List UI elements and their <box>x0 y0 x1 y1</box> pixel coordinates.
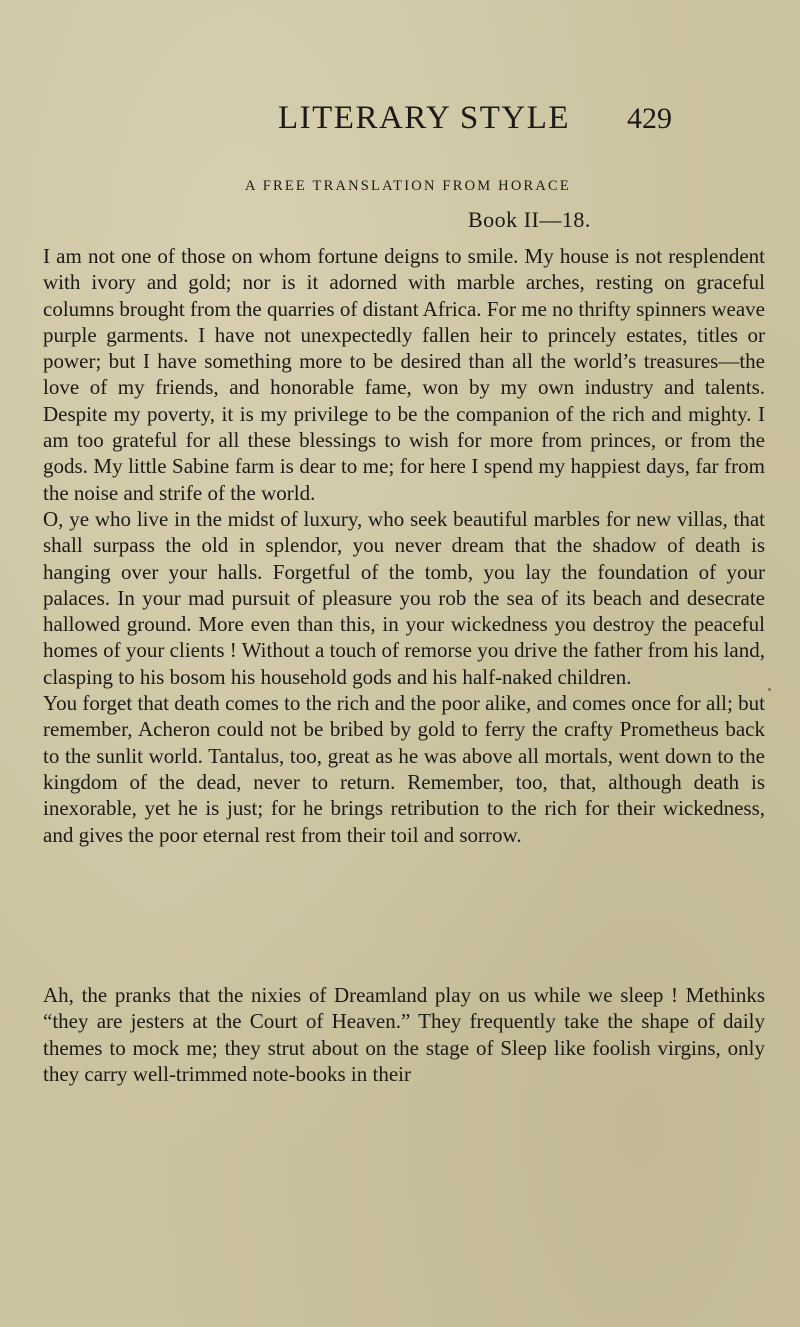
paragraph-3: You forget that death comes to the rich and the poor alike, and comes once for all; but remember, Acheron could not be bribed by gold to ferry the crafty Prometheus back to the sunlit world. Tantalus, too, great as he was above all mortals, went down to the kingdom of the dead, never to return. Remember, too, that, although death is inexorable, yet he is just; for he brings retribution to the rich for their wickedness, and gives the poor eternal rest from their toil and sorrow. <box>43 691 765 847</box>
book-reference <box>468 207 591 233</box>
book-word: Book <box>468 207 518 232</box>
book-number: II—18. <box>523 207 591 232</box>
dreamland-text <box>43 982 765 1087</box>
section-heading: A FREE TRANSLATION FROM HORACE <box>245 178 571 194</box>
paragraph-1: I am not one of those on whom fortune deigns to smile. My house is not resplendent with ivory and gold; nor is it adorned with marble arches, resting on graceful columns brought from the quarries of distant Africa. For me no thrifty spinners weave purple garments. I have not unexpectedly fallen heir to princely estates, titles or power; but I have something more to be desired than all the world’s treasures—the love of my friends, and honorable fame, won by my own industry and talents. Despite my poverty, it is my privilege to be the companion of the rich and mighty. I am too grateful for all these blessings to wish for more from princes, or from the gods. My little Sabine farm is dear to me; for here I spend my happiest days, far from the noise and strife of the world. <box>43 244 765 505</box>
paragraph-2: O, ye who live in the midst of luxury, who seek beautiful marbles for new villas, that shall surpass the old in splendor, you never dream that the shadow of death is hanging over your halls. Forgetful of the tomb, you lay the foundation of your palaces. In your mad pursuit of pleasure you rob the sea of its beach and desecrate hallowed ground. More even than this, in your wickedness you destroy the peaceful homes of your clients ! Without a touch of remorse you drive the father from his land, clasping to his bosom his household gods and his half-naked children. <box>43 506 765 689</box>
page-number: 429 <box>627 102 672 135</box>
running-title: LITERARY STYLE <box>278 100 571 136</box>
paper-speck <box>768 688 771 691</box>
running-head <box>0 100 800 140</box>
paragraph-4: Ah, the pranks that the nixies of Dreamland play on us while we sleep ! Methinks “they are jesters at the Court of Heaven.” They frequently take the shape of daily themes to mock me; they strut about on the stage of Sleep like foolish virgins, only they carry well-trimmed note-books in their <box>43 983 765 1086</box>
translation-text <box>43 243 765 848</box>
